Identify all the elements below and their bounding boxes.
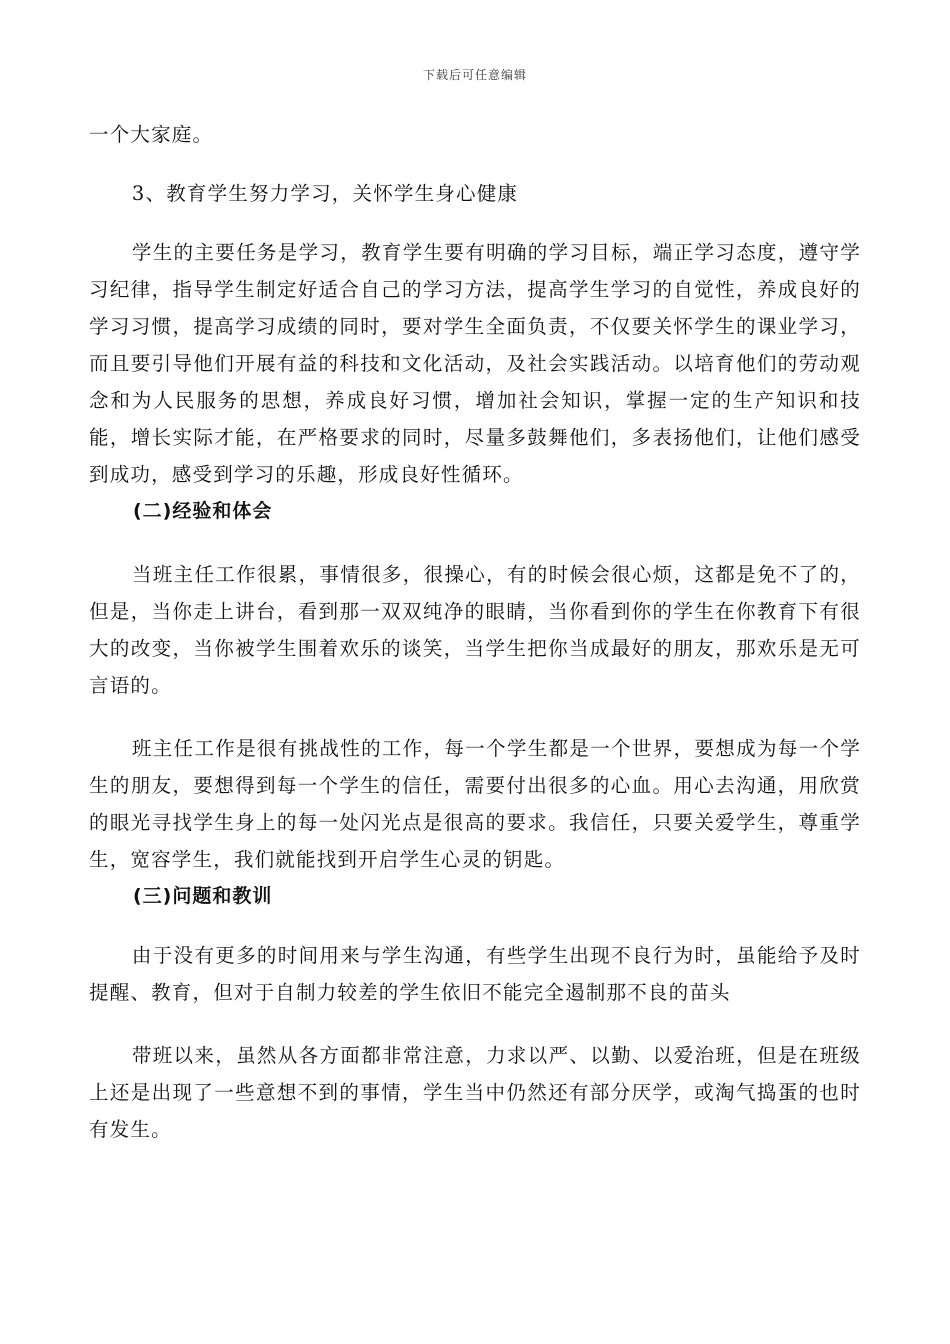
section-heading-experience: (二)经验和体会 [133,500,273,522]
paragraph-study-tasks: 学生的主要任务是学习，教育学生要有明确的学习目标，端正学习态度，遵守学习纪律，指导学生制定好适合自己的学习方法，提高学生学习的自觉性，养成良好的学习习惯，提高学习成绩的同时，要对学生全面负责，不仅要关怀学生的课业学习，而且要引导他们开展有益的科技和文化活动，及社会实践活动。以培育他们的劳动观念和为人民服务的思想，养成良好习惯，增加社会知识，掌握一定的生产知识和技能，增长实际才能，在严格要求的同时，尽量多鼓舞他们，多表扬他们，让他们感受到成功，感受到学习的乐趣，形成良好性循环。 [89,241,861,486]
paragraph-experience: 当班主任工作很累，事情很多，很操心，有的时候会很心烦，这都是免不了的，但是，当你走上讲台，看到那一双双纯净的眼睛，当你看到你的学生在你教育下有很大的改变，当你被学生围着欢乐的谈笑，当学生把你当成最好的朋友，那欢乐是无可言语的。 [89,563,861,697]
list-item-heading: 3、教育学生努力学习，关怀学生身心健康 [131,182,519,205]
section-heading-problems: (三)问题和教训 [133,885,273,907]
paragraph-continuation: 一个大家庭。 [89,123,214,146]
page-header: 下载后可任意编辑 [422,68,527,82]
paragraph-problems: 由于没有更多的时间用来与学生沟通，有些学生出现不良行为时，虽能给予及时提醒、教育，但对于自制力较差的学生依旧不能完全遏制那不良的苗头 [89,944,861,1004]
paragraph-reflection: 带班以来，虽然从各方面都非常注意，力求以严、以勤、以爱治班，但是在班级上还是出现了一些意想不到的事情，学生当中仍然还有部分厌学，或淘气捣蛋的也时有发生。 [89,1044,861,1141]
document-body [89,116,861,1148]
paragraph-challenge: 班主任工作是很有挑战性的工作，每一个学生都是一个世界，要想成为每一个学生的朋友，要想得到每一个学生的信任，需要付出很多的心血。用心去沟通，用欣赏的眼光寻找学生身上的每一处闪光点是很高的要求。我信任，只要关爱学生，尊重学生，宽容学生，我们就能找到开启学生心灵的钥匙。 [89,737,861,871]
